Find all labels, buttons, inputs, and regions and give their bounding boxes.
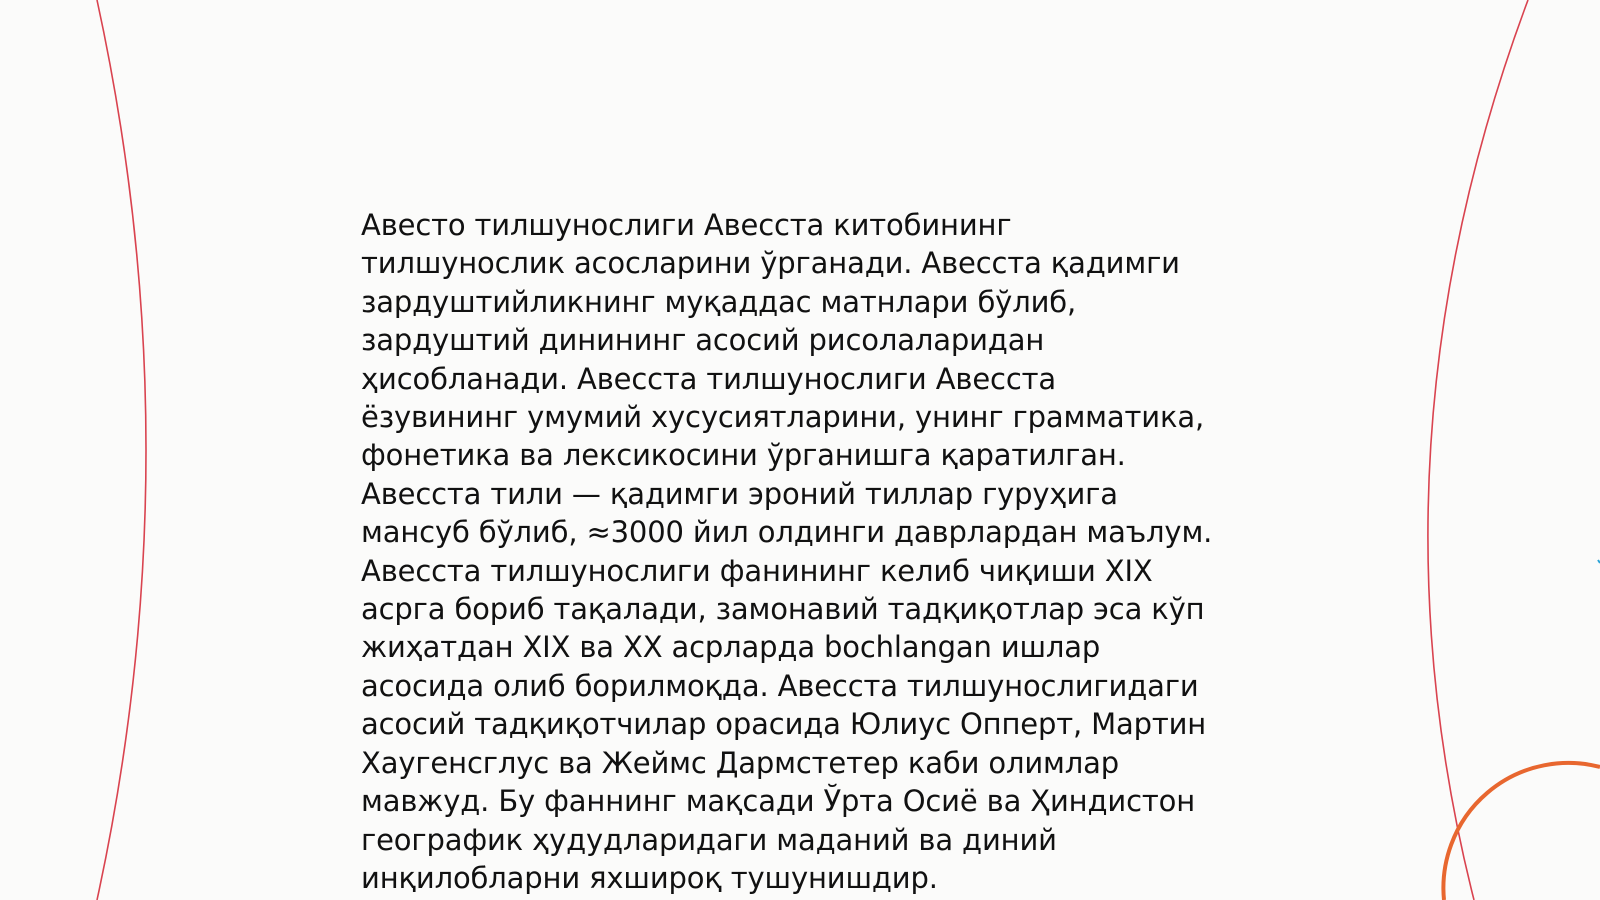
body-text-line: асрга бориб тақалади, замонавий тадқиқотлар эса кўп xyxy=(361,592,1205,627)
body-text-line: Авесста тили — қадимги эроний тиллар гуруҳига xyxy=(361,476,1118,511)
body-text-line: Хаугенсглус ва Жеймс Дармстетер каби олимлар xyxy=(361,745,1120,780)
body-text xyxy=(361,206,1251,897)
body-text-line: асосий тадқиқотчилар орасида Юлиус Опперт, Мартин xyxy=(361,707,1207,742)
body-text-line: мансуб бўлиб, ≈3000 йил олдинги даврлардан маълум. xyxy=(361,515,1213,550)
body-text-line: фонетика ва лексикосини ўрганишга қаратилган. xyxy=(361,438,1126,473)
body-text-line: жиҳатдан XIX ва XX асрларда bochlangan ишлар xyxy=(361,630,1101,665)
body-text-line: ҳисобланади. Авесста тилшунослиги Авесста xyxy=(361,361,1056,396)
body-text-line: инқилобларни яхшироқ тушунишдир. xyxy=(361,860,938,895)
body-text-line: зардуштий динининг асосий рисолаларидан xyxy=(361,323,1045,358)
left-curve-line xyxy=(97,0,146,900)
body-text-line: ёзувининг умумий хусусиятларини, унинг грамматика, xyxy=(361,400,1205,435)
right-curve-line xyxy=(1428,0,1528,900)
body-text-line: тилшунослик асосларини ўрганади. Авесста қадимги xyxy=(361,246,1180,281)
body-text-line: зардуштийликнинг муқаддас матнлари бўлиб, xyxy=(361,284,1077,319)
body-text-line: асосида олиб борилмоқда. Авесста тилшунослигидаги xyxy=(361,668,1199,703)
body-text-line: географик ҳудудларидаги маданий ва диний xyxy=(361,822,1057,857)
body-text-line: Авесста тилшунослиги фанининг келиб чиқиши XIX xyxy=(361,553,1153,588)
orange-arc xyxy=(1443,763,1600,900)
body-text-line: Авесто тилшунослиги Авесста китобининг xyxy=(361,208,1012,242)
body-text-line: мавжуд. Бу фаннинг мақсади Ўрта Осиё ва Ҳиндистон xyxy=(361,784,1196,819)
